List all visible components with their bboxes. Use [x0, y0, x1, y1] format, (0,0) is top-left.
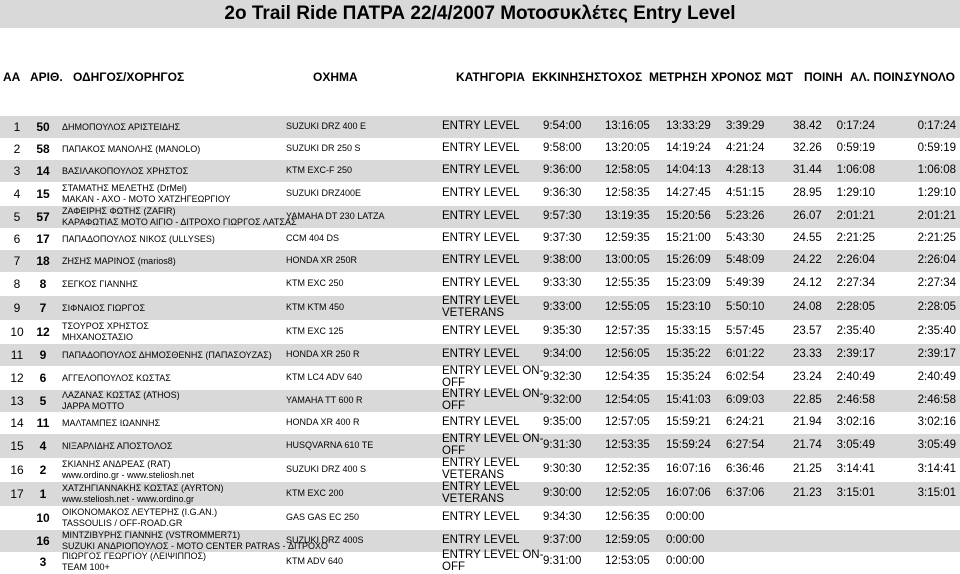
table-row [0, 138, 960, 160]
table-row [0, 549, 960, 573]
page-title: 2o Trail Ride ΠΑΤΡΑ 22/4/2007 Μοτοσυκλέτες Entry Level [224, 3, 736, 24]
vehicle-cell: YAMAHA DT 230 LATZA [286, 211, 385, 221]
total-cell: 0:59:19 [917, 142, 956, 154]
table-row [0, 272, 960, 296]
avg-cell: 21.94 [793, 416, 822, 428]
penalty-cell: 1:06:08 [836, 164, 875, 176]
category-cell: ENTRY LEVEL [442, 142, 520, 154]
number-cell: 3 [39, 555, 47, 569]
position-cell: 15 [10, 439, 24, 453]
target-cell: 13:19:35 [605, 210, 650, 222]
driver-name: ΝΙΞΑΡΛΙΔΗΣ ΑΠΟΣΤΟΛΟΣ [62, 441, 173, 451]
table-row [0, 228, 960, 250]
driver-name: ΖΗΣΗΣ ΜΑΡΙΝΟΣ (marios8) [62, 256, 176, 266]
total-cell: 3:15:01 [917, 487, 956, 499]
vehicle-cell: SUZUKI DR 250 S [286, 143, 361, 153]
table-row [0, 506, 960, 530]
driver-name: ΣΙΦΝΑΙΟΣ ΓΙΩΡΓΟΣ [62, 303, 146, 313]
category-cell: ENTRY LEVEL [442, 210, 520, 222]
avg-cell: 21.25 [793, 463, 822, 475]
header-total: ΣΥΝΟΛΟ [905, 70, 955, 84]
category-cell: VETERANS [442, 493, 504, 505]
sponsor-name: ΜΑΚΑΝ - ΑΧΟ - ΜΟΤΟ ΧΑΤΖΗΓΕΩΡΓΙΟΥ [62, 194, 231, 204]
vehicle-cell: HONDA XR 400 R [286, 417, 360, 427]
header-driver: ΟΔΗΓΟΣ/ΧΟΡΗΓΟΣ [73, 70, 185, 84]
table-row [0, 320, 960, 344]
sponsor-name: ΚΑΡΑΦΩΤΙΑΣ ΜΟΤΟ ΑΙΓΙΟ - ΔΙΤΡΟΧΟ ΓΙΩΡΓΟΣ ΛΑΤΣΑΣ [62, 217, 297, 227]
measure-cell: 14:19:24 [666, 142, 711, 154]
category-cell: ENTRY LEVEL [442, 325, 520, 337]
penalty-cell: 2:35:40 [836, 325, 875, 337]
vehicle-cell: SUZUKI DRZ400E [286, 188, 362, 198]
number-cell: 18 [36, 254, 50, 268]
number-cell: 9 [39, 348, 47, 362]
measure-cell: 0:00:00 [666, 511, 705, 523]
measure-cell: 14:04:13 [666, 164, 711, 176]
penalty-cell: 3:02:16 [836, 416, 875, 428]
table-row [0, 116, 960, 138]
position-cell: 14 [10, 416, 24, 430]
total-cell: 2:01:21 [917, 210, 956, 222]
header-penalty: ΠΟΙΝΗ [804, 70, 843, 84]
time-cell: 3:39:29 [726, 120, 765, 132]
table-row [0, 412, 960, 434]
driver-name: ΟΙΚΟΝΟΜΑΚΟΣ ΛΕΥΤΕΡΗΣ (I.G.AN.) [62, 507, 218, 517]
time-cell: 6:24:21 [726, 416, 765, 428]
measure-cell: 0:00:00 [666, 534, 705, 546]
number-cell: 58 [36, 142, 50, 156]
measure-cell: 15:41:03 [666, 394, 711, 406]
number-cell: 4 [39, 439, 47, 453]
category-cell: ENTRY LEVEL ON- [442, 365, 544, 377]
number-cell: 50 [36, 120, 50, 134]
measure-cell: 15:23:09 [666, 277, 711, 289]
start-cell: 9:33:30 [543, 277, 582, 289]
start-cell: 9:54:00 [543, 120, 582, 132]
start-cell: 9:37:30 [543, 232, 582, 244]
header-pos: ΑΑ [3, 70, 21, 84]
measure-cell: 15:59:24 [666, 439, 711, 451]
total-cell: 0:17:24 [917, 120, 956, 132]
driver-name: ΖΑΦΕΙΡΗΣ ΦΩΤΗΣ (ZAFIR) [62, 206, 176, 216]
start-cell: 9:38:00 [543, 254, 582, 266]
target-cell: 12:52:05 [605, 487, 650, 499]
avg-cell: 28.95 [793, 187, 822, 199]
time-cell: 5:23:26 [726, 210, 765, 222]
avg-cell: 21.23 [793, 487, 822, 499]
measure-cell: 15:21:00 [666, 232, 711, 244]
measure-cell: 13:33:29 [666, 120, 711, 132]
start-cell: 9:36:30 [543, 187, 582, 199]
measure-cell: 15:20:56 [666, 210, 711, 222]
penalty-cell: 2:01:21 [836, 210, 875, 222]
target-cell: 12:52:35 [605, 463, 650, 475]
number-cell: 11 [36, 416, 50, 430]
position-cell: 6 [13, 232, 21, 246]
total-cell: 3:02:16 [917, 416, 956, 428]
number-cell: 2 [39, 463, 47, 477]
table-row [0, 390, 960, 412]
vehicle-cell: SUZUKI DRZ 400 S [286, 464, 367, 474]
driver-name: ΑΓΓΕΛΟΠΟΥΛΟΣ ΚΩΣΤΑΣ [62, 373, 171, 383]
category-cell: ENTRY LEVEL [442, 457, 520, 469]
avg-cell: 22.85 [793, 394, 822, 406]
target-cell: 12:58:05 [605, 164, 650, 176]
sponsor-name: JAPPA MOTTO [62, 401, 125, 411]
avg-cell: 24.22 [793, 254, 822, 266]
measure-cell: 16:07:06 [666, 487, 711, 499]
penalty-cell: 2:27:34 [836, 277, 875, 289]
target-cell: 12:57:35 [605, 325, 650, 337]
sponsor-name: TEAM 100+ [62, 562, 110, 572]
category-cell: OFF [442, 561, 465, 573]
number-cell: 8 [39, 277, 47, 291]
category-cell: ENTRY LEVEL [442, 295, 520, 307]
target-cell: 13:20:05 [605, 142, 650, 154]
start-cell: 9:32:00 [543, 394, 582, 406]
number-cell: 7 [39, 301, 47, 315]
number-cell: 14 [36, 164, 50, 178]
time-cell: 6:36:46 [726, 463, 765, 475]
start-cell: 9:35:00 [543, 416, 582, 428]
position-cell: 4 [13, 187, 21, 201]
sponsor-name: TASSOULIS / OFF-ROAD.GR [62, 518, 183, 528]
total-cell: 2:40:49 [917, 371, 956, 383]
header-start: ΕΚΚΙΝΗΣΗ [532, 70, 594, 84]
table-row [0, 366, 960, 390]
position-cell: 5 [13, 210, 21, 224]
vehicle-cell: KTM EXC 125 [286, 326, 344, 336]
target-cell: 12:53:05 [605, 555, 650, 567]
header-avg: ΜΩΤ [766, 70, 793, 84]
start-cell: 9:32:30 [543, 371, 582, 383]
total-cell: 3:14:41 [917, 463, 956, 475]
avg-cell: 31.44 [793, 164, 822, 176]
vehicle-cell: CCM 404 DS [286, 233, 340, 243]
measure-cell: 14:27:45 [666, 187, 711, 199]
table-row [0, 482, 960, 506]
category-cell: ENTRY LEVEL [442, 511, 520, 523]
time-cell: 6:02:54 [726, 371, 765, 383]
avg-cell: 24.55 [793, 232, 822, 244]
sponsor-name: www.ordino.gr - www.steliosh.net [62, 470, 195, 480]
total-cell: 2:46:58 [917, 394, 956, 406]
category-cell: VETERANS [442, 307, 504, 319]
start-cell: 9:57:30 [543, 210, 582, 222]
total-cell: 1:06:08 [917, 164, 956, 176]
vehicle-cell: HONDA XR 250R [286, 255, 358, 265]
target-cell: 12:57:05 [605, 416, 650, 428]
avg-cell: 23.57 [793, 325, 822, 337]
penalty-cell: 2:40:49 [836, 371, 875, 383]
penalty-cell: 3:15:01 [836, 487, 875, 499]
vehicle-cell: SUZUKI DRZ 400 E [286, 121, 367, 131]
total-cell: 2:26:04 [917, 254, 956, 266]
category-cell: ENTRY LEVEL [442, 232, 520, 244]
position-cell: 3 [13, 164, 21, 178]
table-row [0, 206, 960, 228]
target-cell: 12:55:35 [605, 277, 650, 289]
header-vehicle: ΟΧΗΜΑ [313, 70, 358, 84]
header-al-penalty: ΑΛ. ΠΟΙΝ. [850, 70, 907, 84]
position-cell: 1 [13, 120, 21, 134]
time-cell: 5:48:09 [726, 254, 765, 266]
target-cell: 12:53:35 [605, 439, 650, 451]
start-cell: 9:30:30 [543, 463, 582, 475]
table-row [0, 182, 960, 206]
target-cell: 12:58:35 [605, 187, 650, 199]
avg-cell: 24.08 [793, 301, 822, 313]
header-target: ΣΤΟΧΟΣ [594, 70, 643, 84]
position-cell: 16 [10, 463, 24, 477]
vehicle-cell: GAS GAS EC 250 [286, 512, 360, 522]
measure-cell: 15:35:24 [666, 371, 711, 383]
table-row [0, 434, 960, 458]
measure-cell: 15:26:09 [666, 254, 711, 266]
category-cell: ENTRY LEVEL [442, 120, 520, 132]
driver-name: ΠΑΠΑΔΟΠΟΥΛΟΣ ΔΗΜΟΣΘΕΝΗΣ (ΠΑΠΑΣΟΥΖΑΣ) [62, 350, 272, 360]
position-cell: 2 [13, 142, 21, 156]
category-cell: ENTRY LEVEL [442, 187, 520, 199]
target-cell: 12:56:05 [605, 348, 650, 360]
number-cell: 17 [36, 232, 50, 246]
category-cell: ENTRY LEVEL [442, 481, 520, 493]
vehicle-cell: KTM KTM 450 [286, 302, 345, 312]
time-cell: 6:09:03 [726, 394, 765, 406]
category-cell: ENTRY LEVEL [442, 164, 520, 176]
time-cell: 5:50:10 [726, 301, 765, 313]
table-row [0, 250, 960, 272]
position-cell: 9 [13, 301, 21, 315]
position-cell: 11 [10, 348, 24, 362]
target-cell: 13:16:05 [605, 120, 650, 132]
penalty-cell: 2:21:25 [836, 232, 875, 244]
driver-name: ΜΑΛΤΑΜΠΕΣ ΙΩΑΝΝΗΣ [62, 418, 161, 428]
start-cell: 9:34:00 [543, 348, 582, 360]
time-cell: 6:37:06 [726, 487, 765, 499]
penalty-cell: 0:17:24 [836, 120, 875, 132]
vehicle-cell: SUZUKI DRZ 400S [286, 535, 364, 545]
driver-name: ΠΑΠΑΚΟΣ ΜΑΝΟΛΗΣ (MANOLO) [62, 144, 201, 154]
driver-name: ΠΑΠΑΔΟΠΟΥΛΟΣ ΝΙΚΟΣ (ULLYSES) [62, 234, 215, 244]
total-cell: 2:39:17 [917, 348, 956, 360]
penalty-cell: 3:05:49 [836, 439, 875, 451]
header-measure: ΜΕΤΡΗΣΗ [649, 70, 707, 84]
category-cell: ENTRY LEVEL ON- [442, 433, 544, 445]
avg-cell: 23.33 [793, 348, 822, 360]
penalty-cell: 1:29:10 [836, 187, 875, 199]
measure-cell: 15:35:22 [666, 348, 711, 360]
number-cell: 12 [36, 325, 50, 339]
position-cell: 12 [10, 371, 24, 385]
vehicle-cell: KTM EXC-F 250 [286, 165, 353, 175]
vehicle-cell: HONDA XR 250 R [286, 349, 360, 359]
time-cell: 4:51:15 [726, 187, 765, 199]
measure-cell: 15:23:10 [666, 301, 711, 313]
category-cell: ENTRY LEVEL [442, 348, 520, 360]
driver-name: ΣΤΑΜΑΤΗΣ ΜΕΛΕΤΗΣ (DrMel) [62, 183, 187, 193]
number-cell: 10 [36, 511, 50, 525]
category-cell: OFF [442, 445, 465, 457]
time-cell: 4:28:13 [726, 164, 765, 176]
start-cell: 9:34:30 [543, 511, 582, 523]
penalty-cell: 2:28:05 [836, 301, 875, 313]
avg-cell: 23.24 [793, 371, 822, 383]
avg-cell: 38.42 [793, 120, 822, 132]
vehicle-cell: KTM EXC 200 [286, 488, 344, 498]
header-category: ΚΑΤΗΓΟΡΙΑ [456, 70, 525, 84]
driver-name: ΠΙΩΡΓΟΣ ΓΕΩΡΓΙΟΥ (ΛΕΙΨΙΠΠΟΣ) [62, 551, 207, 561]
driver-name: ΜΙΝΤΖΙΒΥΡΗΣ ΓΙΑΝΝΗΣ (VSTROMMER71) [62, 530, 241, 540]
number-cell: 15 [36, 187, 50, 201]
driver-name: ΣΚΙΑΝΗΣ ΑΝΔΡΕΑΣ (RAT) [62, 459, 171, 469]
header-num: ΑΡΙΘ. [30, 70, 63, 84]
target-cell: 12:56:35 [605, 511, 650, 523]
start-cell: 9:37:00 [543, 534, 582, 546]
position-cell: 13 [10, 394, 24, 408]
number-cell: 6 [39, 371, 47, 385]
penalty-cell: 2:26:04 [836, 254, 875, 266]
target-cell: 12:59:35 [605, 232, 650, 244]
total-cell: 3:05:49 [917, 439, 956, 451]
start-cell: 9:31:00 [543, 555, 582, 567]
position-cell: 17 [10, 487, 24, 501]
category-cell: ENTRY LEVEL ON- [442, 549, 544, 561]
vehicle-cell: HUSQVARNA 610 TE [286, 440, 374, 450]
time-cell: 5:57:45 [726, 325, 765, 337]
driver-name: ΛΑΖΑΝΑΣ ΚΩΣΤΑΣ (ATHOS) [62, 390, 180, 400]
time-cell: 6:27:54 [726, 439, 765, 451]
driver-name: ΧΑΤΖΗΓΙΑΝΝΑΚΗΣ ΚΩΣΤΑΣ (AYRTON) [62, 483, 224, 493]
category-cell: OFF [442, 400, 465, 412]
total-cell: 2:28:05 [917, 301, 956, 313]
position-cell: 10 [10, 325, 24, 339]
target-cell: 13:00:05 [605, 254, 650, 266]
penalty-cell: 3:14:41 [836, 463, 875, 475]
avg-cell: 21.74 [793, 439, 822, 451]
start-cell: 9:33:00 [543, 301, 582, 313]
number-cell: 57 [36, 210, 50, 224]
position-cell: 7 [13, 254, 21, 268]
start-cell: 9:36:00 [543, 164, 582, 176]
total-cell: 2:21:25 [917, 232, 956, 244]
target-cell: 12:55:05 [605, 301, 650, 313]
avg-cell: 26.07 [793, 210, 822, 222]
target-cell: 12:59:05 [605, 534, 650, 546]
penalty-cell: 0:59:19 [836, 142, 875, 154]
target-cell: 12:54:05 [605, 394, 650, 406]
table-row [0, 160, 960, 182]
time-cell: 5:43:30 [726, 232, 765, 244]
penalty-cell: 2:39:17 [836, 348, 875, 360]
avg-cell: 32.26 [793, 142, 822, 154]
driver-name: ΔΗΜΟΠΟΥΛΟΣ ΑΡΙΣΤΕΙΔΗΣ [62, 122, 181, 132]
number-cell: 5 [39, 394, 47, 408]
start-cell: 9:30:00 [543, 487, 582, 499]
header-time: ΧΡΟΝΟΣ [711, 70, 762, 84]
measure-cell: 16:07:16 [666, 463, 711, 475]
vehicle-cell: KTM LC4 ADV 640 [286, 372, 363, 382]
table-row [0, 344, 960, 366]
time-cell: 4:21:24 [726, 142, 765, 154]
driver-name: ΣΕΓΚΟΣ ΓΙΑΝΝΗΣ [62, 279, 138, 289]
penalty-cell: 2:46:58 [836, 394, 875, 406]
start-cell: 9:35:30 [543, 325, 582, 337]
time-cell: 5:49:39 [726, 277, 765, 289]
vehicle-cell: KTM ADV 640 [286, 556, 344, 566]
measure-cell: 0:00:00 [666, 555, 705, 567]
category-cell: ENTRY LEVEL [442, 254, 520, 266]
sponsor-name: ΜΗΧΑΝΟΣΤΑΣΙΟ [62, 332, 133, 342]
number-cell: 1 [39, 487, 47, 501]
vehicle-cell: KTM EXC 250 [286, 278, 344, 288]
measure-cell: 15:33:15 [666, 325, 711, 337]
driver-name: ΒΑΣΙΛΑΚΟΠΟΥΛΟΣ ΧΡΗΣΤΟΣ [62, 166, 189, 176]
category-cell: VETERANS [442, 469, 504, 481]
time-cell: 6:01:22 [726, 348, 765, 360]
total-cell: 2:35:40 [917, 325, 956, 337]
table-row [0, 296, 960, 320]
category-cell: OFF [442, 377, 465, 389]
total-cell: 2:27:34 [917, 277, 956, 289]
sponsor-name: www.steliosh.net - www.ordino.gr [62, 494, 195, 504]
table-row [0, 458, 960, 482]
driver-name: ΤΣΟΥΡΟΣ ΧΡΗΣΤΟΣ [62, 321, 149, 331]
target-cell: 12:54:35 [605, 371, 650, 383]
category-cell: ENTRY LEVEL [442, 416, 520, 428]
vehicle-cell: YAMAHA TT 600 R [286, 395, 363, 405]
start-cell: 9:31:30 [543, 439, 582, 451]
start-cell: 9:58:00 [543, 142, 582, 154]
total-cell: 1:29:10 [917, 187, 956, 199]
position-cell: 8 [13, 277, 21, 291]
avg-cell: 24.12 [793, 277, 822, 289]
measure-cell: 15:59:21 [666, 416, 711, 428]
category-cell: ENTRY LEVEL ON- [442, 388, 544, 400]
category-cell: ENTRY LEVEL [442, 277, 520, 289]
number-cell: 16 [36, 534, 50, 548]
category-cell: ENTRY LEVEL [442, 534, 520, 546]
sponsor-name: SUZUKI ΑΝΔΡΙΟΠΟΥΛΟΣ - MOTO CENTER PATRAS - ΔΙΤΡΟΧΟ [62, 541, 328, 551]
